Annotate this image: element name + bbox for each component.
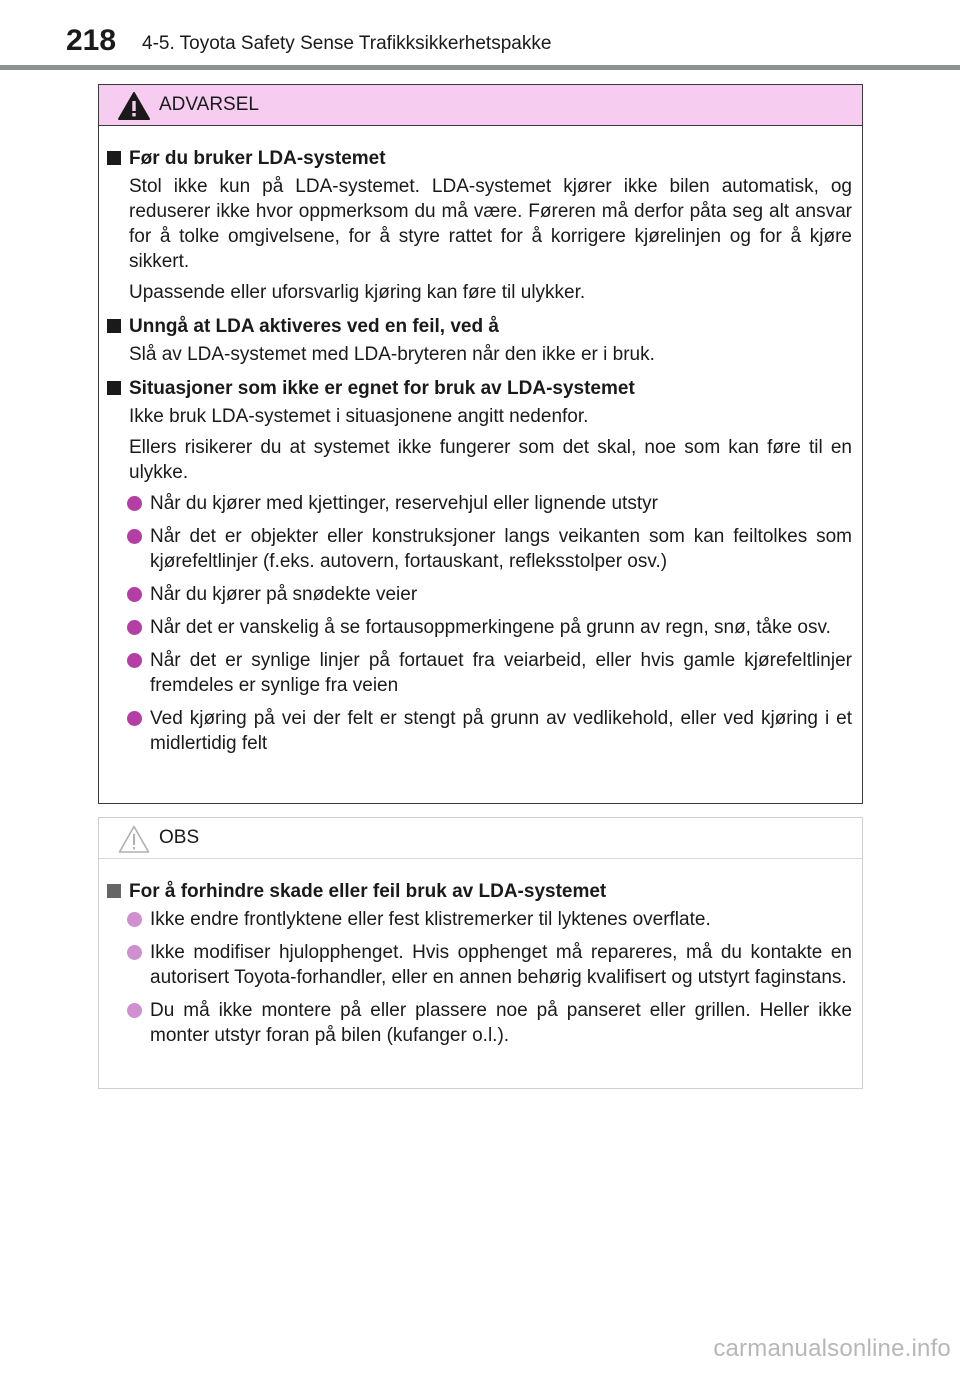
circle-bullet-icon xyxy=(127,620,142,635)
circle-bullet-icon xyxy=(127,496,142,511)
circle-bullet-icon xyxy=(127,653,142,668)
circle-bullet-icon xyxy=(127,945,142,960)
page-header xyxy=(0,0,960,72)
square-bullet-icon xyxy=(107,151,121,165)
circle-bullet-icon xyxy=(127,912,142,927)
list-item: Når det er vanskelig å se fortausoppmerkingene på grunn av regn, snø, tåke osv. xyxy=(105,615,852,640)
warning-label: ADVARSEL xyxy=(159,94,259,115)
notice-box xyxy=(98,817,863,1089)
section-title: 4-5. Toyota Safety Sense Trafikksikkerhetspakke xyxy=(142,33,552,54)
list-item: Ikke endre frontlyktene eller fest klistremerker til lyktenes overflate. xyxy=(105,907,852,932)
list-item: Når det er objekter eller konstruksjoner langs veikanten som kan feiltolkes som kjørefeltlinjer (f.eks. autovern, fortauskant, refleksstolper osv.) xyxy=(105,524,852,574)
warning-box xyxy=(98,84,863,804)
warning-box-header xyxy=(99,85,862,126)
list-item: Når du kjører med kjettinger, reservehjul eller lignende utstyr xyxy=(105,491,852,516)
square-bullet-icon xyxy=(107,884,121,898)
paragraph: Stol ikke kun på LDA-systemet. LDA-systemet kjører ikke bilen automatisk, og reduserer ikke hvor oppmerksom du må være. Føreren må derfor påta seg alt ansvar for å tolke omgivelsene, for å styre rattet for å korrigere kjørelinjen og for å kjøre sikkert. xyxy=(129,176,852,272)
list-item: Du må ikke montere på eller plassere noe på panseret eller grillen. Heller ikke monter utstyr foran på bilen (kufanger o.l.). xyxy=(105,998,852,1048)
notice-body xyxy=(99,859,862,1048)
header-rule xyxy=(0,65,960,70)
square-bullet-icon xyxy=(107,381,121,395)
section-heading: Før du bruker LDA-systemet xyxy=(105,146,852,171)
warning-body xyxy=(99,126,862,756)
list-item: Når du kjører på snødekte veier xyxy=(105,582,852,607)
paragraph: Ikke bruk LDA-systemet i situasjonene angitt nedenfor. xyxy=(129,406,589,427)
circle-bullet-icon xyxy=(127,711,142,726)
notice-label: OBS xyxy=(159,827,200,848)
page-number: 218 xyxy=(66,24,117,57)
section-heading: For å forhindre skade eller feil bruk av LDA-systemet xyxy=(105,879,852,904)
watermark: carmanualsonline.info xyxy=(713,1335,951,1362)
warning-triangle-icon xyxy=(117,91,151,121)
list-item: Når det er synlige linjer på fortauet fra veiarbeid, eller hvis gamle kjørefeltlinjer fremdeles er synlige fra veien xyxy=(105,648,852,698)
section-heading: Situasjoner som ikke er egnet for bruk av LDA-systemet xyxy=(105,376,852,401)
circle-bullet-icon xyxy=(127,529,142,544)
circle-bullet-icon xyxy=(127,1003,142,1018)
circle-bullet-icon xyxy=(127,587,142,602)
notice-box-header xyxy=(99,818,862,859)
paragraph: Ellers risikerer du at systemet ikke fungerer som det skal, noe som kan føre til en ulykke. xyxy=(129,437,852,483)
section-heading: Unngå at LDA aktiveres ved en feil, ved å xyxy=(105,314,852,339)
caution-triangle-icon xyxy=(117,824,151,854)
paragraph: Upassende eller uforsvarlig kjøring kan føre til ulykker. xyxy=(129,282,586,303)
list-item: Ved kjøring på vei der felt er stengt på grunn av vedlikehold, eller ved kjøring i et midlertidig felt xyxy=(105,706,852,756)
list-item: Ikke modifiser hjulopphenget. Hvis opphenget må repareres, må du kontakte en autorisert Toyota-forhandler, eller en annen behørig kvalifisert og utstyrt faginstans. xyxy=(105,940,852,990)
square-bullet-icon xyxy=(107,319,121,333)
paragraph: Slå av LDA-systemet med LDA-bryteren når den ikke er i bruk. xyxy=(129,344,655,365)
